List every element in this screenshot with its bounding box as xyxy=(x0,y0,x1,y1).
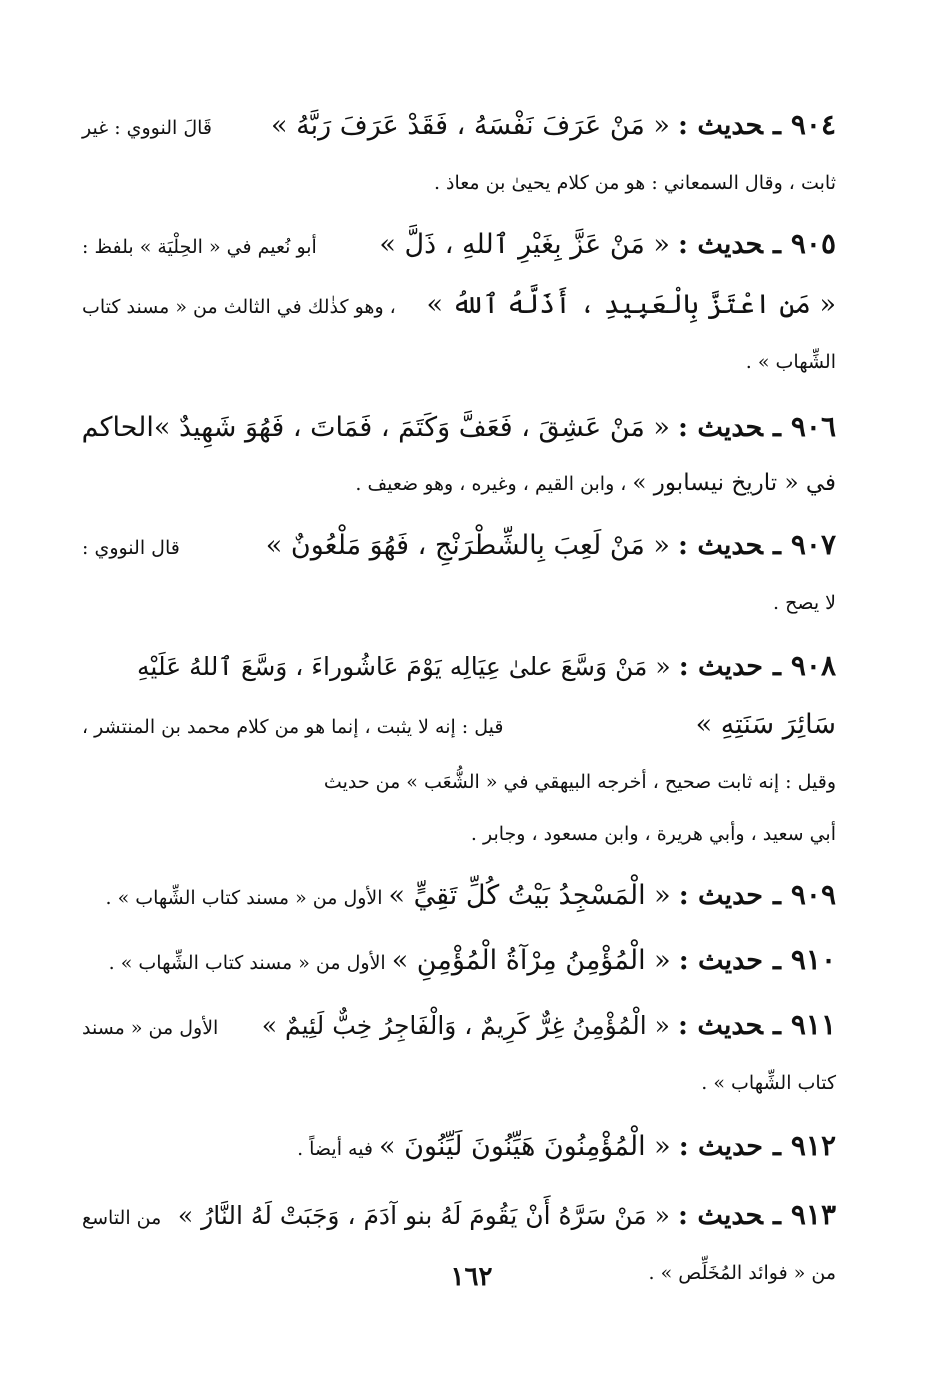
entry-line xyxy=(82,1057,836,1109)
entry-number: ٩١٠ xyxy=(790,943,836,976)
entry-number: ٩١٢ xyxy=(790,1129,836,1162)
entry-dash: ـ xyxy=(772,1131,781,1162)
entry-number: ٩٠٤ xyxy=(790,108,836,141)
hadith-entry-910 xyxy=(82,931,836,992)
entry-number: ٩٠٥ xyxy=(790,227,836,260)
entry-dash: ـ xyxy=(772,945,781,976)
entry-note: قَالَ النووي : غير xyxy=(82,117,213,139)
hadith-entry-909 xyxy=(82,866,836,927)
hadith-text: « مَنْ لَعِبَ بِالشِّطْرَنْجِ ، فَهُوَ مَلْعُونٌ » xyxy=(265,530,670,561)
entry-dash: ـ xyxy=(772,530,781,561)
hadith-entry-906 xyxy=(82,398,836,510)
entry-line xyxy=(82,516,836,577)
hadith-entry-904 xyxy=(82,96,836,209)
entry-number: ٩٠٦ xyxy=(790,410,836,443)
entry-note: الأول من « مسند كتاب الشِّهاب » . xyxy=(105,887,383,909)
entry-line xyxy=(82,577,836,629)
entry-note: في « تاريخ نيسابور » xyxy=(632,470,836,496)
document-page xyxy=(82,96,836,1299)
hadith-entry-905 xyxy=(82,215,836,388)
hadith-keyword: حديث : xyxy=(678,1131,763,1162)
entry-note: الأول من « مسند xyxy=(82,1017,219,1039)
entry-note: من « فوائد المُخَلِّص » . xyxy=(648,1262,836,1284)
entry-line xyxy=(82,157,836,209)
hadith-text: « مَنْ سَرَّهُ أَنْ يَقُومَ لَهُ بنو آدَمَ ، وَجَبَتْ لَهُ النَّارُ » xyxy=(177,1201,670,1230)
entry-number: ٩١١ xyxy=(790,1008,836,1041)
hadith-text: « مَنْ عَرَفَ نَفْسَهُ ، فَقَدْ عَرَفَ رَبَّهُ » xyxy=(271,110,670,141)
hadith-entry-908 xyxy=(82,637,836,860)
entry-number: ٩٠٧ xyxy=(790,528,836,561)
entry-note: الحاكم xyxy=(81,412,154,443)
entry-note: من التاسع xyxy=(82,1207,162,1229)
entry-line xyxy=(82,215,836,276)
entry-dash: ـ xyxy=(772,110,781,141)
entry-line xyxy=(82,866,836,927)
entry-note: كتاب الشِّهاب » . xyxy=(701,1072,836,1094)
entry-line xyxy=(82,996,836,1057)
page-number: ١٦٢ xyxy=(450,1262,493,1292)
hadith-text: « الْمَسْجِدُ بَيْتُ كُلِّ تَقِيٍّ » xyxy=(388,880,671,911)
entry-note: ثابت ، وقال السمعاني : هو من كلام يحيىٰ بن معاذ . xyxy=(433,172,836,194)
hadith-text: « مَنِ اعْتَزَّ بِالْعَبِيدِ ، أَذَلَّهُ ٱللهُ » xyxy=(426,289,836,320)
hadith-keyword: حديث : xyxy=(677,412,763,443)
entry-dash: ـ xyxy=(772,412,781,443)
hadith-entry-907 xyxy=(82,516,836,629)
entry-number: ٩١٣ xyxy=(790,1198,836,1231)
entry-line xyxy=(82,931,836,992)
hadith-text: « الْمُؤْمِنُ غِرٌّ كَرِيمٌ ، وَالْفَاجِرُ خِبٌّ لَئِيمٌ » xyxy=(261,1011,670,1040)
entry-line xyxy=(82,398,836,457)
hadith-text: « مَنْ عَزَّ بِغَيْرِ ٱللهِ ، ذَلَّ » xyxy=(379,229,670,260)
hadith-text: « الْمُؤْمِنُونَ هَيِّنُونَ لَيِّنُونَ » xyxy=(379,1131,671,1162)
entry-note: الأول من « مسند كتاب الشِّهاب » . xyxy=(108,952,386,974)
entry-line xyxy=(82,756,836,808)
entry-note: أبو نُعيم في « الحِلْيَة » بلفظ : xyxy=(82,236,317,258)
entry-note: قال النووي : xyxy=(82,537,180,559)
hadith-keyword: حديث : xyxy=(678,945,763,976)
entry-note: أبي سعيد ، وأبي هريرة ، وابن مسعود ، وجابر . xyxy=(470,823,836,845)
hadith-keyword: حديث : xyxy=(677,110,763,141)
entry-number: ٩٠٩ xyxy=(790,878,836,911)
entry-note: لا يصح . xyxy=(773,592,836,614)
entry-dash: ـ xyxy=(772,229,781,260)
entry-note: ، وابن القيم ، وغيره ، وهو ضعيف . xyxy=(355,473,627,495)
hadith-text: « مَنْ عَشِقَ ، فَعَفَّ وَكَتَمَ ، فَمَاتَ ، فَهُوَ شَهِيدٌ » xyxy=(153,412,670,443)
entry-line xyxy=(82,457,836,510)
entry-note: قيل : إنه لا يثبت ، إنما هو من كلام محمد بن المنتشر ، xyxy=(82,716,504,738)
hadith-keyword: حديث : xyxy=(677,229,763,260)
entry-note: وقيل : إنه ثابت صحيح ، أخرجه البيهقي في « الشُّعَب » من حديث xyxy=(323,771,836,793)
entry-line xyxy=(82,276,836,336)
entry-dash: ـ xyxy=(772,1010,781,1041)
entry-line xyxy=(82,637,836,696)
entry-line xyxy=(82,696,836,756)
hadith-keyword: حديث : xyxy=(677,1200,763,1231)
entry-line xyxy=(82,1186,836,1247)
hadith-keyword: حديث : xyxy=(678,880,763,911)
entry-note: ، وهو كذٰلك في الثالث من « مسند كتاب xyxy=(82,296,396,318)
hadith-text: « الْمُؤْمِنُ مِرْآةُ الْمُؤْمِنِ » xyxy=(391,945,671,976)
entry-dash: ـ xyxy=(772,880,781,911)
entry-note: الشِّهاب » . xyxy=(745,351,836,373)
entry-dash: ـ xyxy=(772,651,781,682)
hadith-keyword: حديث : xyxy=(677,1010,763,1041)
entry-note: فيه أيضاً . xyxy=(297,1138,374,1160)
hadith-text: سَائِرَ سَنَتِهِ » xyxy=(695,709,836,740)
entry-line xyxy=(82,96,836,157)
entry-number: ٩٠٨ xyxy=(790,649,836,682)
entry-line xyxy=(82,808,836,860)
hadith-entry-911 xyxy=(82,996,836,1109)
entry-dash: ـ xyxy=(772,1200,781,1231)
hadith-entry-912 xyxy=(82,1117,836,1178)
hadith-text: « مَنْ وَسَّعَ علىٰ عِيَالِه يَوْمَ عَاشُوراءَ ، وَسَّعَ ٱللهُ عَلَيْهِ xyxy=(137,652,671,681)
entry-line xyxy=(82,1117,836,1178)
entry-line xyxy=(82,336,836,388)
hadith-keyword: حديث : xyxy=(678,651,763,682)
hadith-keyword: حديث : xyxy=(677,530,763,561)
